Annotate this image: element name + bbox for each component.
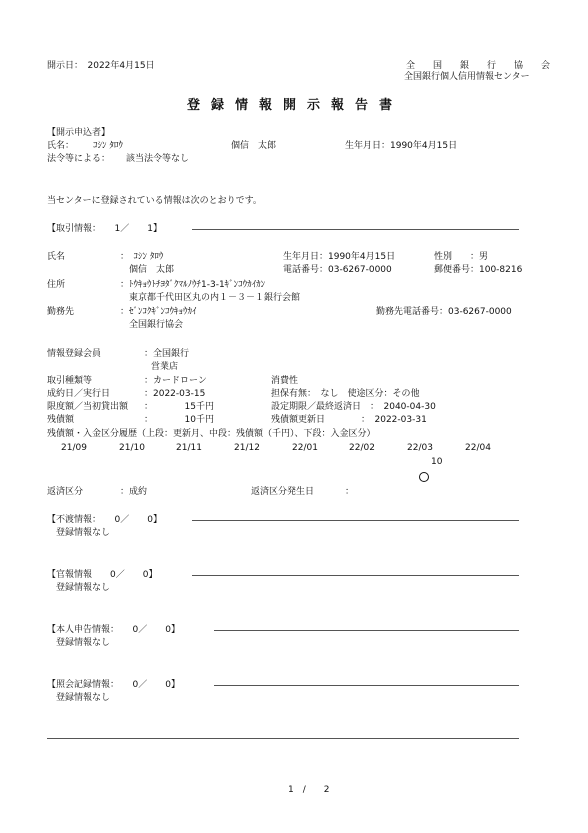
history-month: 22/01 bbox=[292, 443, 318, 453]
history-balance: 10 bbox=[431, 457, 443, 467]
repay-label: 返済区分 bbox=[47, 487, 84, 497]
tx-address-kana: ：ﾄｳｷｮｳﾄﾁﾖﾀﾞｸﾏﾙﾉｳﾁ1-3-1ｷﾞﾝｺｳｶｲｶﾝ bbox=[120, 280, 266, 290]
tx-type-label: 取引種類等 bbox=[47, 376, 93, 386]
tx-contract-value: ：2022-03-15 bbox=[144, 389, 206, 399]
repay-date-value: ： bbox=[345, 487, 355, 497]
tx-phone: 電話番号：03-6267-0000 bbox=[283, 265, 392, 275]
tx-employer-kana: ：ｾﾞﾝｺｸｷﾞﾝｺｳｷｮｳｶｲ bbox=[120, 307, 197, 317]
history-month: 22/03 bbox=[407, 443, 433, 453]
tx-name-label: 氏名 bbox=[47, 252, 66, 262]
repay-date-label: 返済区分発生日 bbox=[251, 487, 315, 497]
tx-deadline: 設定期限／最終返済日 ： 2040-04-30 bbox=[271, 402, 436, 412]
history-month: 21/10 bbox=[119, 443, 145, 453]
official-header: 【官報情報 0／ 0】 bbox=[47, 570, 158, 580]
tx-name-kana: ： ｺｼﾝ ﾀﾛｳ bbox=[120, 252, 164, 262]
page-number: 1 / 2 bbox=[288, 785, 330, 795]
intro-text: 当センターに登録されている情報は次のとおりです。 bbox=[47, 196, 262, 206]
legal-value: 該当法令等なし bbox=[126, 154, 190, 164]
section-rule bbox=[214, 630, 519, 631]
inquiry-header: 【照会記録情報： 0／ 0】 bbox=[47, 680, 180, 690]
history-month: 21/09 bbox=[61, 443, 87, 453]
tx-member-bank: ：全国銀行 bbox=[144, 349, 190, 359]
section-rule bbox=[192, 575, 519, 576]
applicant-birth: 生年月日：1990年4月15日 bbox=[345, 141, 458, 151]
section-rule bbox=[214, 685, 519, 686]
dishonor-header: 【不渡情報： 0／ 0】 bbox=[47, 515, 162, 525]
applicant-name-kana: ｺｼﾝ ﾀﾛｳ bbox=[93, 141, 123, 151]
tx-postal: 郵便番号：100-8216 bbox=[434, 265, 523, 275]
tx-member-label: 情報登録会員 bbox=[47, 349, 102, 359]
tx-limit-value: ： 15千円 bbox=[144, 402, 214, 412]
tx-contract-label: 成約日／実行日 bbox=[47, 389, 111, 399]
inquiry-none: 登録情報なし bbox=[56, 693, 111, 703]
tx-balance-value: ： 10千円 bbox=[144, 415, 214, 425]
legal-label: 法令等による： bbox=[47, 154, 111, 164]
history-month: 22/04 bbox=[465, 443, 491, 453]
applicant-name-label: 氏名： bbox=[47, 141, 75, 151]
tx-collateral: 担保有無： なし 使途区分：その他 bbox=[271, 389, 420, 399]
tx-member-branch: 営業店 bbox=[151, 362, 179, 372]
section-rule bbox=[192, 520, 519, 521]
tx-gender: 性別 ：男 bbox=[434, 252, 489, 262]
tx-history-label: 残債額・入金区分履歴（上段：更新月、中段：残債額（千円）、下段：入金区分） bbox=[47, 429, 376, 439]
history-month: 21/12 bbox=[234, 443, 260, 453]
payment-status-circle bbox=[419, 472, 429, 482]
bottom-rule bbox=[47, 738, 519, 739]
official-none: 登録情報なし bbox=[56, 583, 111, 593]
document-title: 登録情報開示報告書 bbox=[187, 98, 404, 113]
applicant-name: 個信 太郎 bbox=[231, 141, 277, 151]
self-report-none: 登録情報なし bbox=[56, 638, 111, 648]
tx-employer-label: 勤務先 bbox=[47, 307, 75, 317]
dishonor-none: 登録情報なし bbox=[56, 528, 111, 538]
section-rule bbox=[192, 229, 519, 230]
tx-employer: 全国銀行協会 bbox=[129, 320, 184, 330]
history-month: 21/11 bbox=[176, 443, 202, 453]
history-month: 22/02 bbox=[349, 443, 375, 453]
tx-limit-label: 限度額／当初貸出額 bbox=[47, 402, 129, 412]
self-report-header: 【本人申告情報： 0／ 0】 bbox=[47, 625, 180, 635]
tx-balance-update: 残債額更新日 ： 2022-03-31 bbox=[271, 415, 427, 425]
tx-employer-phone: 勤務先電話番号：03-6267-0000 bbox=[376, 307, 512, 317]
tx-name: 個信 太郎 bbox=[129, 265, 175, 275]
tx-address: 東京都千代田区丸の内１－３－１銀行会館 bbox=[129, 293, 301, 303]
tx-birth: 生年月日：1990年4月15日 bbox=[283, 252, 396, 262]
tx-type-value: ：カードローン bbox=[144, 376, 207, 386]
transaction-header: 【取引情報： 1／ 1】 bbox=[47, 224, 162, 234]
repay-value: ：成約 bbox=[120, 487, 148, 497]
org-center: 全国銀行個人信用情報センター bbox=[404, 72, 530, 82]
tx-address-label: 住所 bbox=[47, 280, 66, 290]
applicant-section-header: 【開示申込者】 bbox=[47, 128, 111, 138]
tx-balance-label: 残債額 bbox=[47, 415, 75, 425]
disclosure-date: 開示日： 2022年4月15日 bbox=[47, 61, 155, 71]
org-name: 全 国 銀 行 協 会 bbox=[406, 61, 551, 71]
tx-consumption: 消費性 bbox=[271, 376, 299, 386]
